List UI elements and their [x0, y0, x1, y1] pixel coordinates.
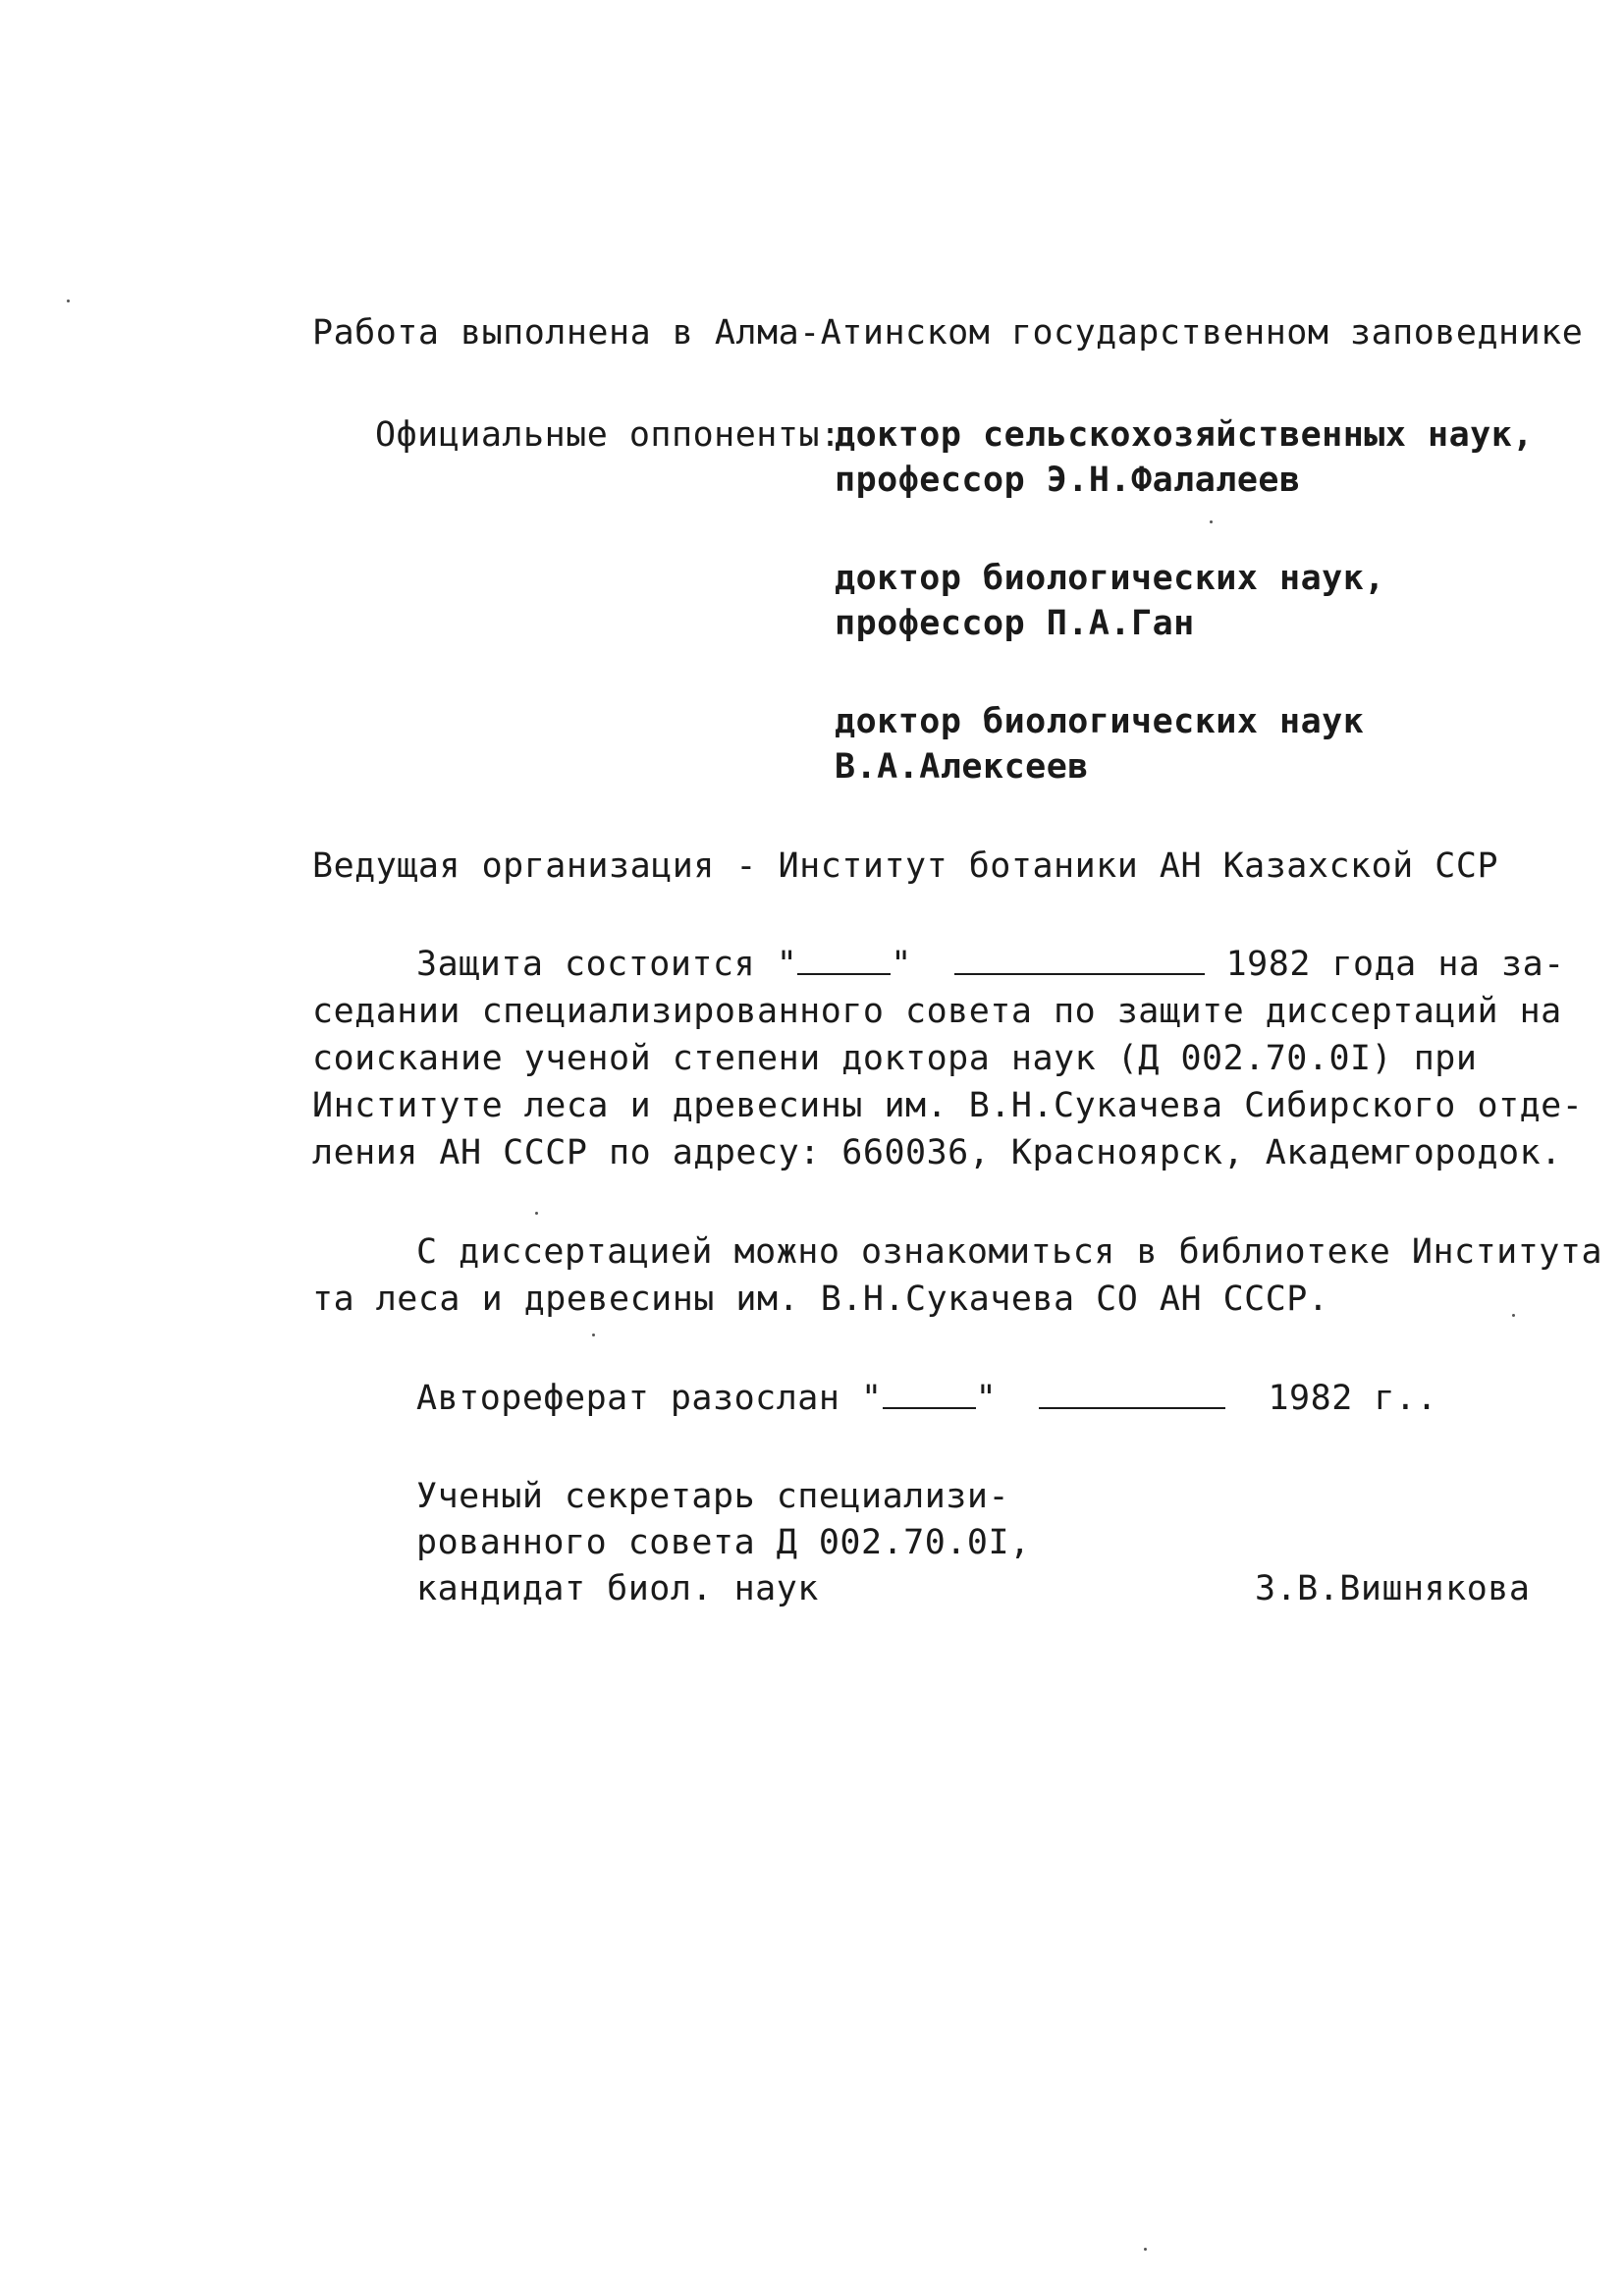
opponent-2-name: профессор П.А.Ган	[835, 604, 1195, 643]
scan-speck	[592, 1334, 595, 1336]
day-blank	[797, 944, 891, 975]
scan-speck	[1512, 1314, 1515, 1317]
defense-line-3: соискание ученой степени доктора наук (Д 002.70.0I) при	[312, 1039, 1478, 1078]
scan-speck	[1144, 2248, 1147, 2251]
defense-line-4: Институте леса и древесины им. В.Н.Сукачева Сибирского отде-	[312, 1086, 1584, 1125]
month-blank	[954, 944, 1205, 975]
secretary-signature-name: З.В.Вишнякова	[1255, 1569, 1531, 1608]
defense-quote-close: "	[891, 945, 912, 984]
scan-speck	[1210, 520, 1213, 523]
library-line-2: та леса и древесины им. В.Н.Сукачева СО АН СССР.	[312, 1280, 1329, 1319]
opponent-1-name: профессор Э.Н.Фалалеев	[835, 461, 1301, 500]
defense-line-2: седании специализированного совета по защите диссертаций на	[312, 992, 1562, 1031]
library-line-1: С диссертацией можно ознакомиться в библиотеке Института	[416, 1232, 1603, 1272]
opponent-3-name: В.А.Алексеев	[835, 747, 1089, 787]
scan-speck	[67, 299, 70, 302]
defense-line-5: ления АН СССР по адресу: 660036, Красноярск, Академгородок.	[312, 1133, 1562, 1172]
scan-speck	[535, 1212, 538, 1215]
defense-prefix: Защита состоится "	[416, 945, 798, 984]
work-done-line: Работа выполнена в Алма-Атинском государственном заповеднике	[312, 313, 1584, 353]
secretary-line-1: Ученый секретарь специализи-	[416, 1477, 1010, 1516]
sent-day-blank	[883, 1378, 976, 1409]
opponents-label: Официальные оппоненты:	[375, 415, 841, 455]
secretary-line-3: кандидат биол. наук	[416, 1569, 819, 1608]
sent-suffix: 1982 г..	[1268, 1379, 1438, 1418]
opponent-1-degree: доктор сельскохозяйственных наук,	[835, 415, 1534, 455]
sent-line	[416, 1375, 1437, 1422]
defense-line-1	[416, 941, 1565, 988]
sent-quote-close: "	[975, 1379, 998, 1418]
sent-prefix: Автореферат разослан "	[416, 1379, 883, 1418]
opponent-3-degree: доктор биологических наук	[835, 702, 1365, 741]
sent-month-blank	[1039, 1378, 1225, 1409]
defense-suffix: 1982 года на за-	[1225, 945, 1565, 984]
opponent-2-degree: доктор биологических наук,	[835, 559, 1385, 598]
lead-organization: Ведущая организация - Институт ботаники АН Казахской ССР	[312, 846, 1499, 886]
secretary-line-2: рованного совета Д 002.70.0I,	[416, 1523, 1031, 1562]
